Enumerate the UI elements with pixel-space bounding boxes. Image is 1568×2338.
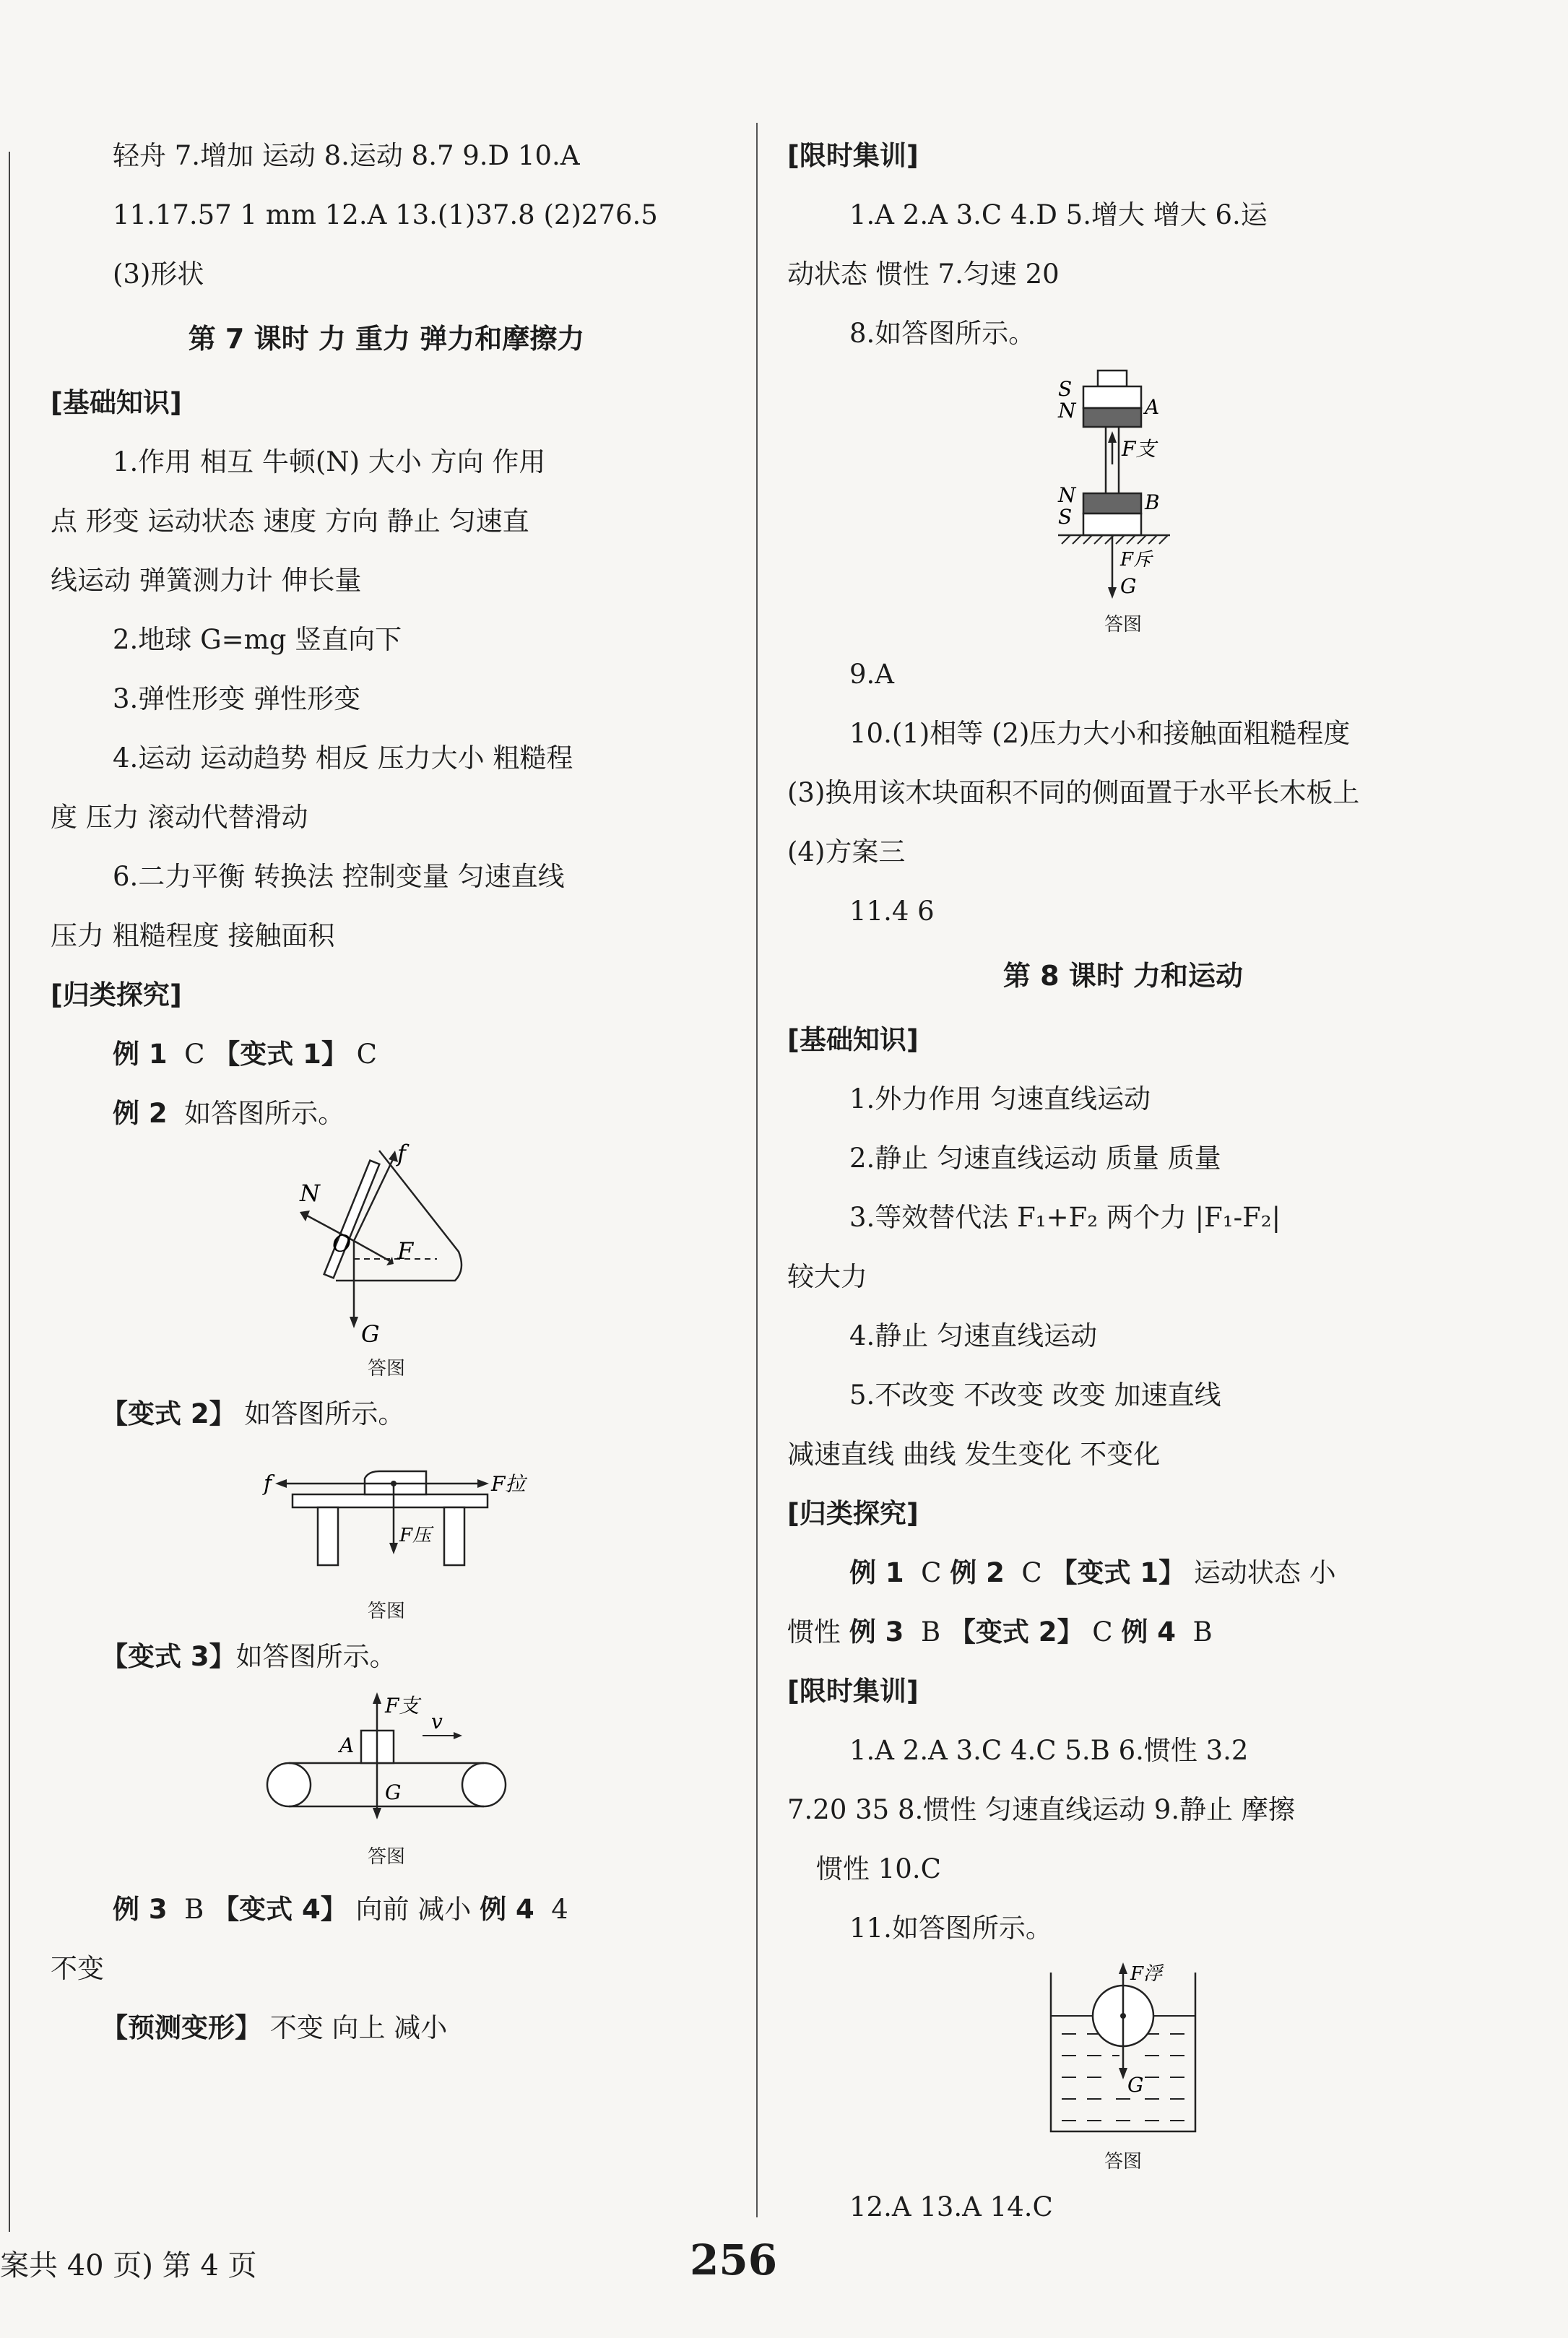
answer-text: 4 xyxy=(551,1894,568,1925)
answer-text: 运动状态 小 xyxy=(1193,1557,1336,1588)
answer-line: 7.20 35 8.惯性 匀速直线运动 9.静止 摩擦 xyxy=(787,1794,1295,1825)
label-F: F xyxy=(397,1237,414,1265)
variant-label: 【变式 4】 xyxy=(212,1894,347,1925)
label-F-fu: F浮 xyxy=(1130,1963,1163,1985)
answer-text: B xyxy=(184,1894,213,1925)
variant-3-line xyxy=(51,1627,722,1687)
example-label: 例 4 xyxy=(1121,1616,1177,1648)
label-v: v xyxy=(431,1710,443,1733)
example-label: 例 2 xyxy=(950,1557,1005,1588)
answer-line: 不变 xyxy=(51,1953,104,1984)
label-F-chi: F斥 xyxy=(1120,549,1153,571)
answer-text: B xyxy=(1192,1616,1213,1648)
variant-2-line xyxy=(51,1385,722,1444)
section-header-drill: [限时集训] xyxy=(787,1676,919,1707)
answer-text: 不变 向上 减小 xyxy=(269,2012,448,2043)
answer-line: (3)形状 xyxy=(113,259,204,290)
variant-label: 【变式 3】 xyxy=(101,1641,236,1672)
float-diagram xyxy=(1036,1958,1210,2146)
figure-incline-forces xyxy=(51,1140,722,1385)
answer-line: 11.17.57 1 mm 12.A 13.(1)37.8 (2)276.5 xyxy=(113,199,658,230)
label-F-zhi: F支 xyxy=(1122,437,1156,461)
answer-line: 1.A 2.A 3.C 4.D 5.增大 增大 6.运 xyxy=(849,199,1268,230)
lesson-8-title: 第 8 课时 力和运动 xyxy=(1002,960,1244,992)
answer-line: 线运动 弹簧测力计 伸长量 xyxy=(51,565,362,596)
answer-line: 1.作用 相互 牛顿(N) 大小 方向 作用 xyxy=(113,446,546,477)
answer-text: 惯性 xyxy=(787,1616,849,1648)
example-line xyxy=(787,1603,1459,1662)
example-label: 例 3 xyxy=(849,1616,904,1648)
answer-line: 11.4 6 xyxy=(849,896,935,927)
answer-text: C xyxy=(1021,1557,1051,1588)
answer-line: 6.二力平衡 转换法 控制变量 匀速直线 xyxy=(113,861,565,892)
answer-line: 12.A 13.A 14.C xyxy=(849,2191,1053,2222)
figure-conveyor xyxy=(51,1691,722,1873)
answer-line: 压力 粗糙程度 接触面积 xyxy=(51,920,335,951)
example-line xyxy=(787,1543,1459,1603)
answer-line: 3.弹性形变 弹性形变 xyxy=(113,683,361,714)
example-label: 例 4 xyxy=(480,1894,534,1925)
predict-line xyxy=(51,1999,722,2058)
label-G: G xyxy=(361,1320,380,1348)
table-diagram xyxy=(256,1451,526,1581)
example-3-line xyxy=(51,1880,722,1939)
label-F-zhi: F支 xyxy=(385,1694,420,1718)
variant-label: 【变式 2】 xyxy=(101,1398,236,1429)
answer-line: 轻舟 7.增加 运动 8.运动 8.7 9.D 10.A xyxy=(113,140,580,171)
incline-diagram xyxy=(278,1140,495,1353)
answer-line: 10.(1)相等 (2)压力大小和接触面粗糙程度 xyxy=(849,718,1351,749)
example-1-line xyxy=(51,1025,722,1084)
answer-line: 1.外力作用 匀速直线运动 xyxy=(849,1083,1151,1114)
figure-caption: 答图 xyxy=(367,1846,405,1868)
answer-line: 8.如答图所示。 xyxy=(849,318,1036,349)
example-label: 例 1 xyxy=(113,1039,168,1070)
answer-line: 点 形变 运动状态 速度 方向 静止 匀速直 xyxy=(51,506,529,537)
conveyor-diagram xyxy=(249,1691,524,1835)
variant-label: 【变式 2】 xyxy=(948,1616,1084,1648)
label-N: N xyxy=(300,1179,320,1207)
example-label: 例 3 xyxy=(113,1894,168,1925)
answer-text: C xyxy=(184,1039,214,1070)
footer-page-info: 案共 40 页) 第 4 页 xyxy=(0,2249,257,2282)
answer-line: 4.静止 匀速直线运动 xyxy=(849,1320,1098,1351)
answer-text: 如答图所示。 xyxy=(184,1098,345,1129)
label-F-la: F拉 xyxy=(491,1472,526,1496)
answer-text: C xyxy=(1092,1616,1122,1648)
answer-text: C xyxy=(921,1557,950,1588)
answer-line: 较大力 xyxy=(787,1261,867,1292)
answer-line: 惯性 10.C xyxy=(816,1853,941,1884)
label-O: O xyxy=(332,1230,352,1257)
label-f: f xyxy=(264,1471,272,1497)
section-header-drill: [限时集训] xyxy=(787,140,919,171)
section-header-basic: [基础知识] xyxy=(787,1024,919,1055)
page-footer xyxy=(0,2235,1568,2293)
figure-caption: 答图 xyxy=(367,1601,405,1622)
answer-line: 减速直线 曲线 发生变化 不变化 xyxy=(787,1439,1161,1470)
answer-line: 1.A 2.A 3.C 4.C 5.B 6.惯性 3.2 xyxy=(849,1735,1249,1766)
answer-line: 度 压力 滚动代替滑动 xyxy=(51,802,308,833)
example-2-line xyxy=(51,1084,722,1143)
example-label: 例 1 xyxy=(849,1557,904,1588)
figure-caption: 答图 xyxy=(367,1358,405,1380)
label-A: A xyxy=(339,1733,355,1757)
label-f: f xyxy=(397,1140,406,1167)
variant-label: 【变式 1】 xyxy=(1050,1557,1186,1588)
figure-magnets xyxy=(787,363,1459,641)
figure-floating-ball xyxy=(787,1958,1459,2178)
answer-text: C xyxy=(356,1039,377,1070)
label-N: N xyxy=(1058,399,1076,423)
answer-line: 4.运动 运动趋势 相反 压力大小 粗糙程 xyxy=(113,742,573,774)
label-G: G xyxy=(1120,574,1137,598)
label-F-ya: F压 xyxy=(399,1525,432,1546)
answer-line: 2.地球 G=mg 竖直向下 xyxy=(113,624,402,655)
label-N: N xyxy=(1058,483,1076,507)
answer-line: (4)方案三 xyxy=(787,836,906,867)
answer-line: 3.等效替代法 F₁+F₂ 两个力 |F₁-F₂| xyxy=(849,1202,1281,1233)
label-S: S xyxy=(1058,505,1073,529)
section-header-explore: [归类探究] xyxy=(787,1498,919,1529)
answer-text: 如答图所示。 xyxy=(244,1398,405,1429)
answer-line: 5.不改变 不改变 改变 加速直线 xyxy=(849,1380,1221,1411)
answer-line: 11.如答图所示。 xyxy=(849,1913,1052,1944)
answer-line: (3)换用该木块面积不同的侧面置于水平长木板上 xyxy=(787,777,1360,808)
left-column xyxy=(51,126,722,2058)
lesson-7-title: 第 7 课时 力 重力 弹力和摩擦力 xyxy=(188,323,585,355)
column-divider xyxy=(756,123,758,2217)
answer-text: B xyxy=(920,1616,949,1648)
predict-label: 【预测变形】 xyxy=(101,2012,261,2043)
example-label: 例 2 xyxy=(113,1098,168,1129)
figure-caption: 答图 xyxy=(1104,614,1142,636)
answer-text: 如答图所示。 xyxy=(235,1641,397,1672)
page-number: 256 xyxy=(690,2235,778,2285)
section-header-basic: [基础知识] xyxy=(51,387,182,418)
answer-text: 向前 减小 xyxy=(355,1894,480,1925)
answer-line: 动状态 惯性 7.匀速 20 xyxy=(787,259,1060,290)
answer-line: 9.A xyxy=(849,659,895,690)
magnet-diagram xyxy=(1036,363,1210,609)
label-G: G xyxy=(1127,2073,1144,2097)
figure-caption: 答图 xyxy=(1104,2151,1142,2173)
right-column xyxy=(787,126,1459,2237)
label-S: S xyxy=(1058,377,1073,401)
variant-label: 【变式 1】 xyxy=(213,1039,348,1070)
label-A: A xyxy=(1145,395,1160,419)
left-margin-line xyxy=(9,152,10,2232)
figure-table-forces xyxy=(51,1451,722,1627)
label-G: G xyxy=(385,1780,402,1804)
label-B: B xyxy=(1145,490,1160,514)
answer-line: 2.静止 匀速直线运动 质量 质量 xyxy=(849,1143,1221,1174)
section-header-explore: [归类探究] xyxy=(51,979,182,1010)
